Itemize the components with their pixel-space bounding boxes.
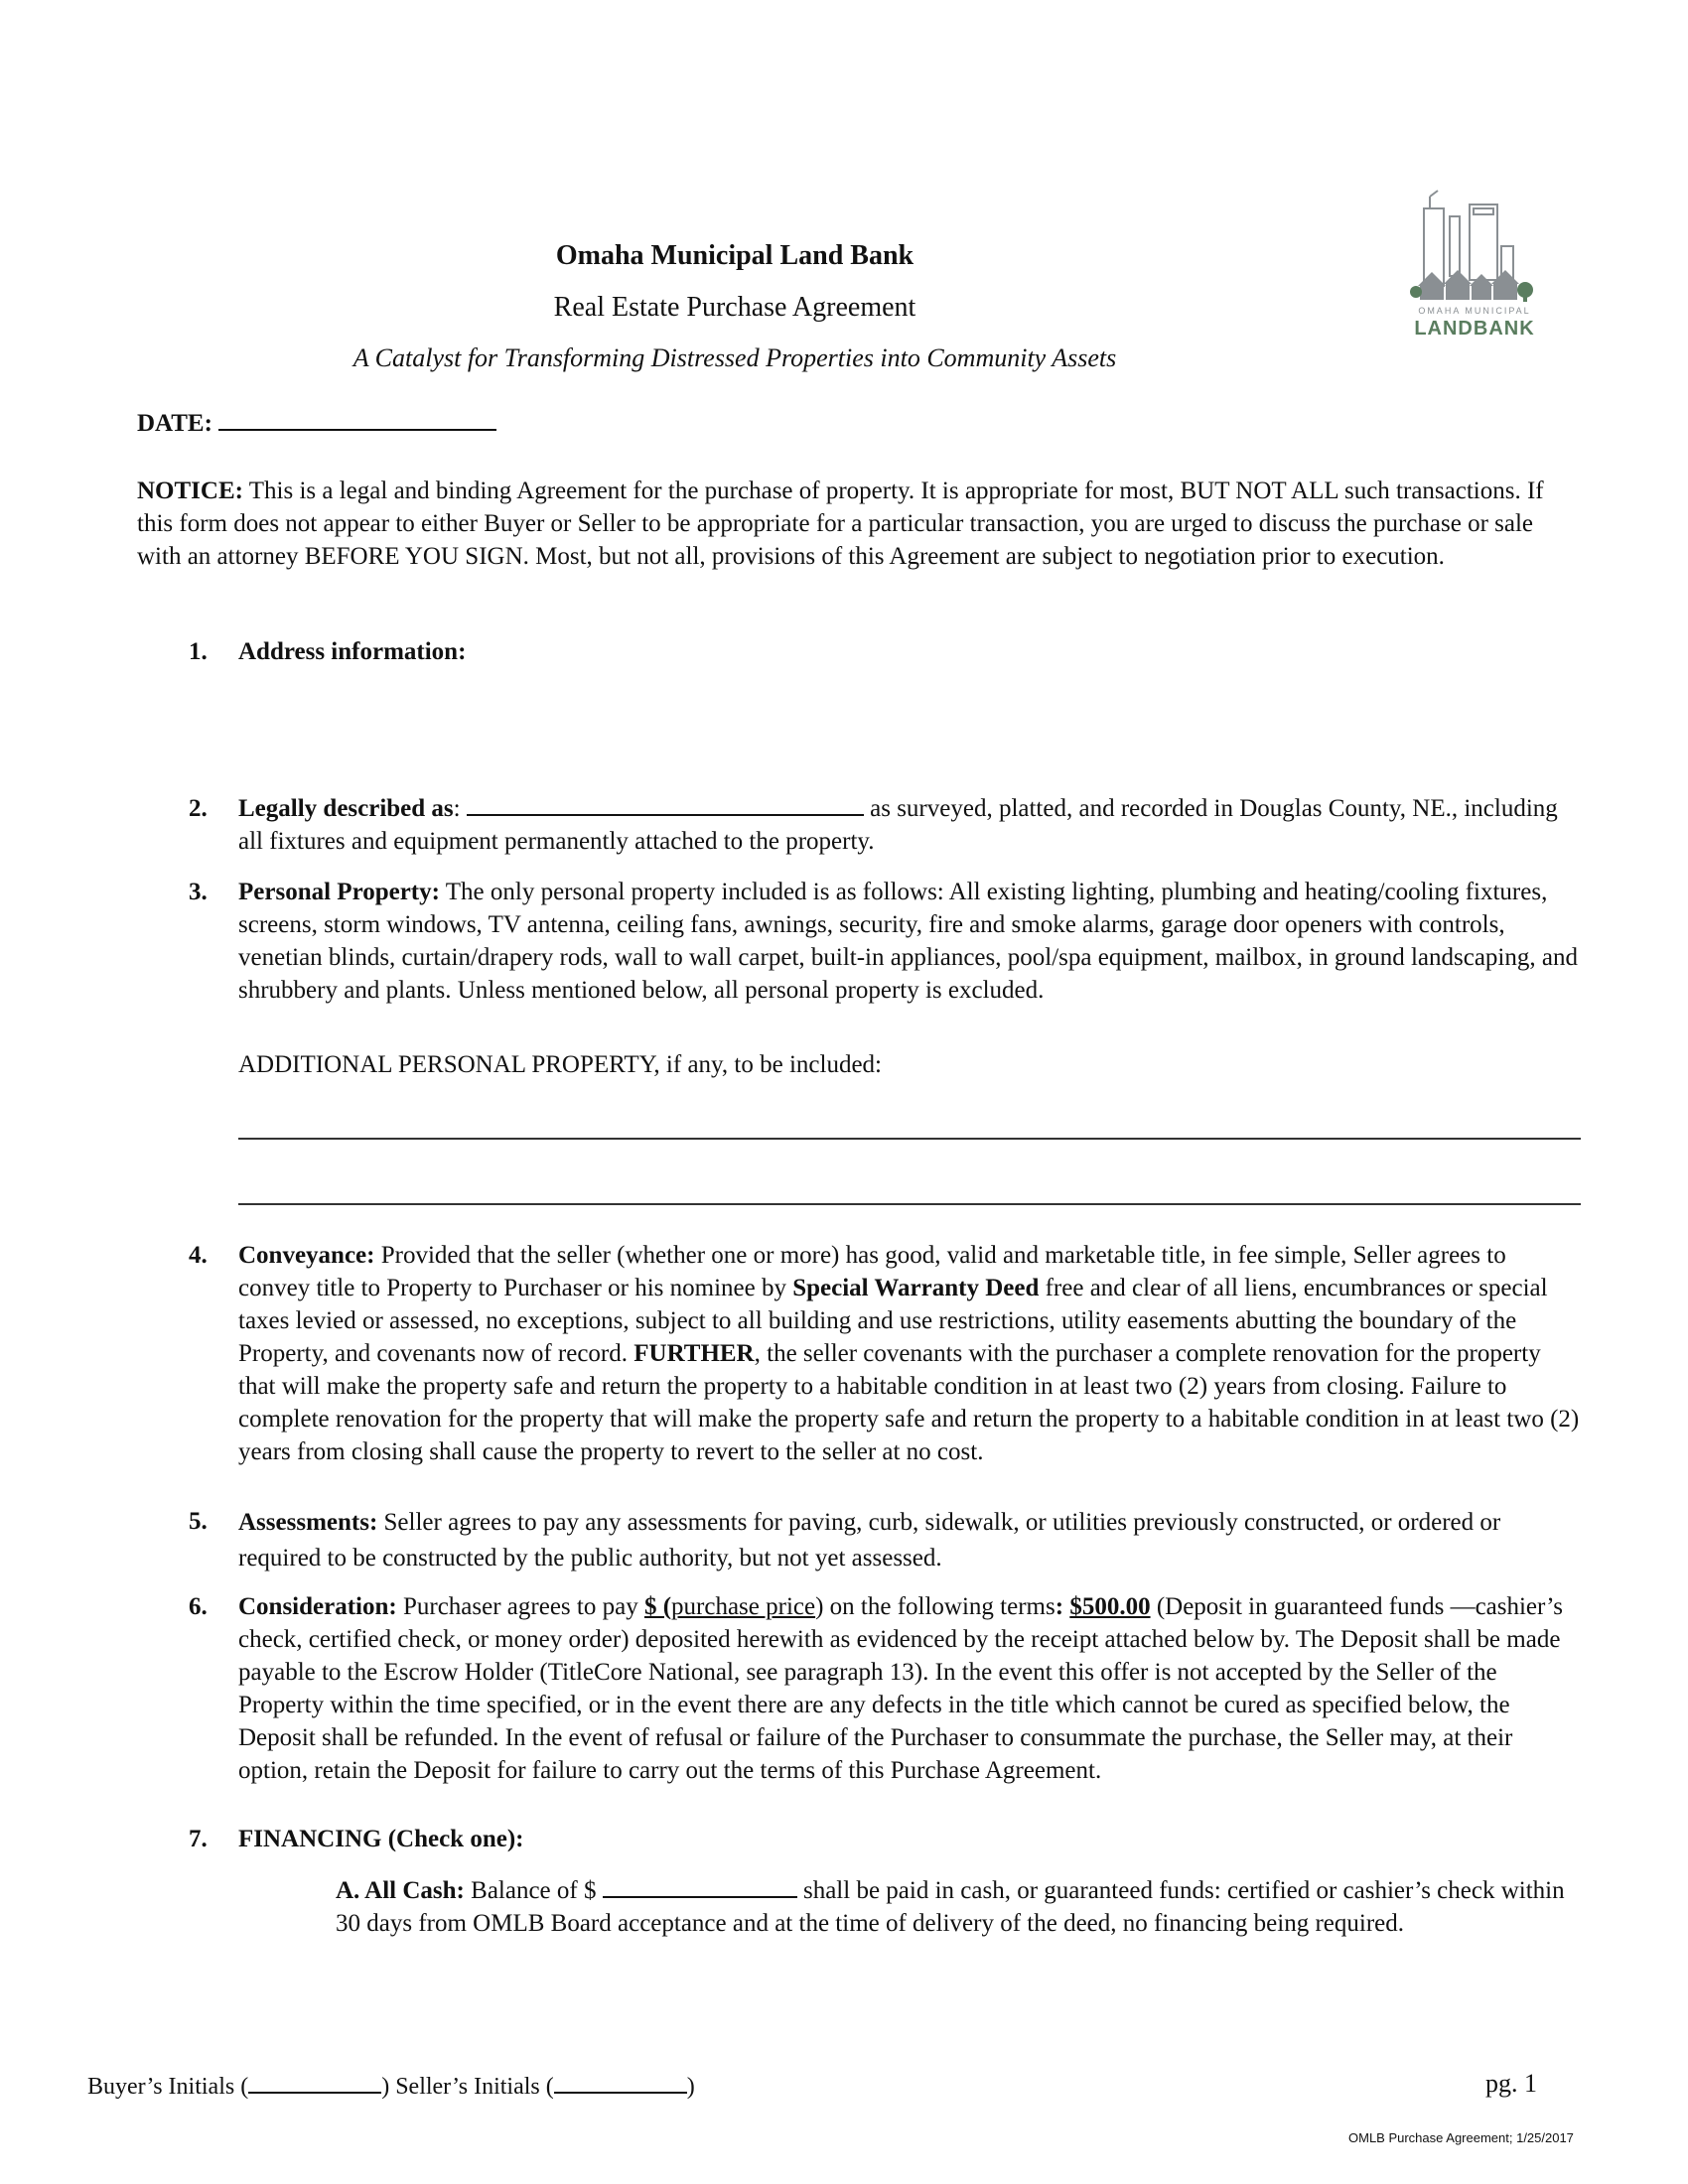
section-5-number: 5.	[189, 1508, 208, 1535]
doc-title: Real Estate Purchase Agreement	[553, 292, 916, 323]
section-2-text	[238, 792, 1579, 858]
version-stamp: OMLB Purchase Agreement; 1/25/2017	[1348, 2130, 1574, 2145]
section-6-title: Consideration:	[238, 1593, 397, 1620]
additional-property-label: ADDITIONAL PERSONAL PROPERTY, if any, to be included:	[238, 1051, 882, 1078]
price-dollar: $ (	[643, 1593, 672, 1620]
buyer-initials-label: Buyer’s Initials (	[87, 2074, 249, 2100]
section-3-title: Personal Property:	[238, 879, 440, 905]
logo-small-text: OMAHA MUNICIPAL	[1418, 306, 1531, 316]
section-5-title: Assessments:	[238, 1509, 378, 1536]
initials-close-paren: )	[686, 2074, 695, 2100]
logo-big-text: LANDBANK	[1414, 318, 1535, 340]
section-4-body-2: free and clear of all liens, encumbrances or special taxes levied or assessed, no exceptions, subject to all building and use restrictions, utility easements abutting the boundary of the Property, and covenants now of record.	[238, 1275, 1548, 1367]
page-number: pg. 1	[1485, 2069, 1537, 2098]
section-1-number: 1.	[189, 638, 208, 665]
org-name: Omaha Municipal Land Bank	[555, 240, 914, 271]
section-6-number: 6.	[189, 1593, 208, 1620]
section-7-number: 7.	[189, 1826, 208, 1852]
section-1-title: Address information:	[238, 638, 467, 665]
section-7-title: FINANCING (Check one):	[238, 1826, 524, 1852]
section-4-body-1: Provided that the seller (whether one or more) has good, valid and marketable title, in fee simple, Seller agrees to convey title to Property to Purchaser or his nominee by	[238, 1242, 1506, 1301]
section-3-text	[238, 876, 1579, 1007]
date-line	[137, 407, 496, 440]
section-6-body-1: Purchaser agrees to pay	[396, 1593, 644, 1620]
section-2-number: 2.	[189, 795, 208, 822]
section-3-body: The only personal property included is as follows: All existing lighting, plumbing and heating/cooling fixtures, screens, storm windows, TV antenna, ceiling fans, awnings, security, fire and smoke alarms, garage door openers with controls, venetian blinds, curtain/drapery rods, wall to wall carpet, built-in appliances, pool/spa equipment, mailbox, in ground landscaping, and shrubbery and plants. Unless mentioned below, all personal property is excluded.	[238, 879, 1578, 1004]
section-4-text	[238, 1239, 1581, 1468]
initials-line	[87, 2071, 695, 2104]
date-label: DATE:	[137, 410, 212, 437]
purchase-price-field[interactable]	[644, 1593, 815, 1620]
section-4-title: Conveyance:	[238, 1242, 375, 1269]
section-6-body-2: ) on the following terms	[815, 1593, 1055, 1620]
special-warranty-deed: Special Warranty Deed	[792, 1275, 1040, 1301]
section-5-body: Seller agrees to pay any assessments for paving, curb, sidewalk, or utilities previously constructed, or ordered or required to be constructed by the public authority, but not yet assessed.	[238, 1509, 1501, 1571]
price-text: purchase price	[671, 1593, 816, 1620]
buyer-initials-field[interactable]	[248, 2092, 381, 2094]
section-7a-body-2: shall be paid in cash, or guaranteed funds: certified or cashier’s check within 30 days from OMLB Board acceptance and at the time of delivery of the deed, no financing being required.	[336, 1877, 1565, 1937]
legal-description-field[interactable]	[467, 814, 864, 816]
all-cash-label: A. All Cash:	[336, 1877, 465, 1904]
section-6-body-3: (Deposit in guaranteed funds —cashier’s check, certified check, or money order) deposited herewith as evidenced by the receipt attached below by. The Deposit shall be made payable to the Escrow Holder (TitleCore National, see paragraph 13). In the event this offer is not accepted by the Seller of the Property within the time specified, or in the event there are any defects in the title which cannot be cured as specified below, the Deposit shall be refunded. In the event of refusal or failure of the Purchaser to consummate the purchase, the Seller may, at their option, retain the Deposit for failure to carry out the terms of this Purchase Agreement.	[238, 1593, 1563, 1784]
section-2-colon: :	[453, 795, 461, 822]
seller-initials-field[interactable]	[554, 2092, 687, 2094]
city-skyline-icon	[1410, 187, 1539, 306]
additional-property-line-1[interactable]	[238, 1138, 1581, 1140]
section-2-body: as surveyed, platted, and recorded in Douglas County, NE., including all fixtures and equipment permanently attached to the property.	[238, 795, 1558, 855]
section-6-text	[238, 1590, 1581, 1787]
terms-colon: :	[1055, 1593, 1070, 1620]
seller-initials-label: ) Seller’s Initials (	[381, 2074, 554, 2100]
section-4-number: 4.	[189, 1242, 208, 1269]
cash-balance-field[interactable]	[603, 1896, 797, 1898]
section-7a-body-1: Balance of $	[464, 1877, 603, 1904]
notice-text: This is a legal and binding Agreement for the purchase of property. It is appropriate for most, BUT NOT ALL such transactions. If this form does not appear to either Buyer or Seller to be appropriate for a particular transaction, you are urged to discuss the purchase or sale with an attorney BEFORE YOU SIGN. Most, but not all, provisions of this Agreement are subject to negotiation prior to execution.	[137, 478, 1544, 570]
further-label: FURTHER	[633, 1340, 755, 1367]
notice-paragraph	[137, 475, 1575, 573]
notice-label: NOTICE:	[137, 478, 243, 504]
section-5-text	[238, 1505, 1559, 1576]
section-3-number: 3.	[189, 879, 208, 905]
landbank-logo	[1410, 187, 1539, 345]
section-4-body-3: , the seller covenants with the purchaser a complete renovation for the property that will make the property safe and return the property to a habitable condition in at least two (2) years from closing. Failure to complete renovation for the property that will make the property safe and return the property to a habitable condition in at least two (2) years from closing shall cause the property to revert to the seller at no cost.	[238, 1340, 1580, 1465]
date-field[interactable]	[218, 429, 496, 431]
tagline: A Catalyst for Transforming Distressed Properties into Community Assets	[352, 343, 1117, 372]
additional-property-line-2[interactable]	[238, 1203, 1581, 1205]
section-2-title: Legally described as	[238, 795, 454, 822]
section-7a-text	[336, 1874, 1581, 1940]
deposit-amount: $500.00	[1069, 1593, 1151, 1620]
